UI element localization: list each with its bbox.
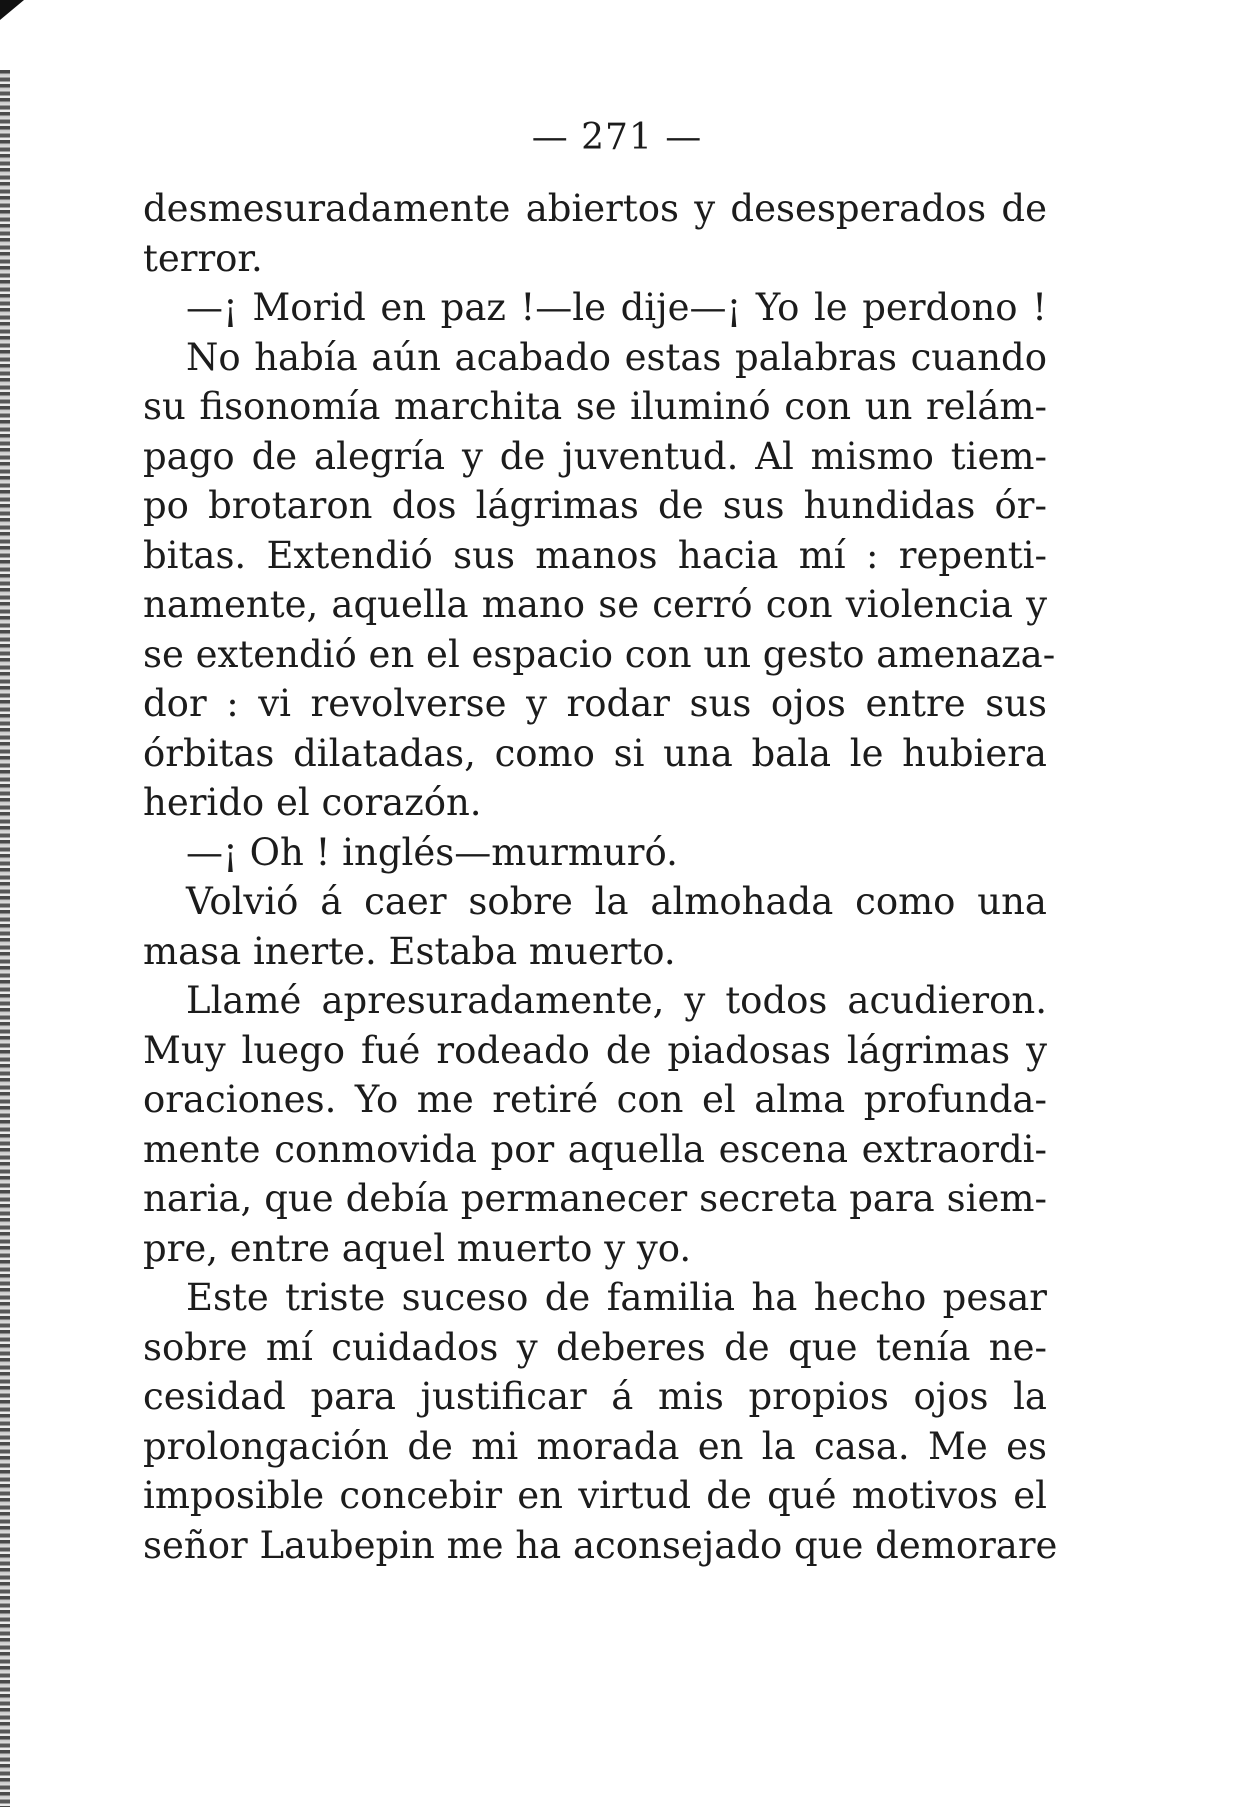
text-line: pre, entre aquel muerto y yo. bbox=[143, 1226, 692, 1270]
book-binding-edge bbox=[0, 70, 10, 1807]
text-line: namente, aquella mano se cerró con violencia y bbox=[143, 583, 1047, 626]
text-line: oraciones. Yo me retiré con el alma profunda- bbox=[143, 1078, 1047, 1121]
text-line: —¡ Oh ! inglés—murmuró. bbox=[186, 830, 678, 874]
text-line: desmesuradamente abiertos y desesperados de bbox=[143, 187, 1047, 230]
text-line: masa inerte. Estaba muerto. bbox=[143, 929, 676, 973]
text-line: Volvió á caer sobre la almohada como una bbox=[186, 880, 1047, 923]
text-line: cesidad para justificar á mis propios ojos la bbox=[143, 1375, 1047, 1418]
text-line: imposible concebir en virtud de qué motivos el bbox=[143, 1474, 1047, 1517]
text-line: mente conmovida por aquella escena extraordi- bbox=[143, 1127, 1047, 1171]
text-line: prolongación de mi morada en la casa. Me es bbox=[143, 1424, 1047, 1468]
text-line: su fisonomía marchita se iluminó con un relám- bbox=[143, 385, 1047, 428]
text-line: dor : vi revolverse y rodar sus ojos entre sus bbox=[143, 682, 1047, 725]
page-number: — 271 — bbox=[531, 117, 703, 158]
text-line: No había aún acabado estas palabras cuando bbox=[186, 335, 1047, 379]
text-line: —¡ Morid en paz !—le dije—¡ Yo le perdono ! bbox=[186, 286, 1047, 329]
text-line: bitas. Extendió sus manos hacia mí : repenti- bbox=[143, 533, 1047, 577]
corner-print-mark bbox=[0, 0, 24, 20]
text-line: pago de alegría y de juventud. Al mismo tiem- bbox=[143, 434, 1047, 478]
text-line: naria, que debía permanecer secreta para siem- bbox=[143, 1177, 1047, 1220]
text-line: señor Laubepin me ha aconsejado que demorare bbox=[143, 1523, 1058, 1567]
text-line: terror. bbox=[143, 236, 263, 280]
text-line: sobre mí cuidados y deberes de que tenía ne- bbox=[143, 1325, 1047, 1369]
text-line: se extendió en el espacio con un gesto amenaza- bbox=[143, 632, 1056, 676]
text-line: órbitas dilatadas, como si una bala le hubiera bbox=[143, 731, 1047, 775]
text-line: po brotaron dos lágrimas de sus hundidas ór- bbox=[143, 484, 1047, 527]
text-line: Muy luego fué rodeado de piadosas lágrimas y bbox=[143, 1028, 1047, 1072]
text-line: Este triste suceso de familia ha hecho pesar bbox=[186, 1276, 1047, 1319]
body-text bbox=[143, 184, 1058, 1570]
text-line: Llamé apresuradamente, y todos acudieron. bbox=[186, 979, 1047, 1022]
text-line: herido el corazón. bbox=[143, 781, 482, 824]
